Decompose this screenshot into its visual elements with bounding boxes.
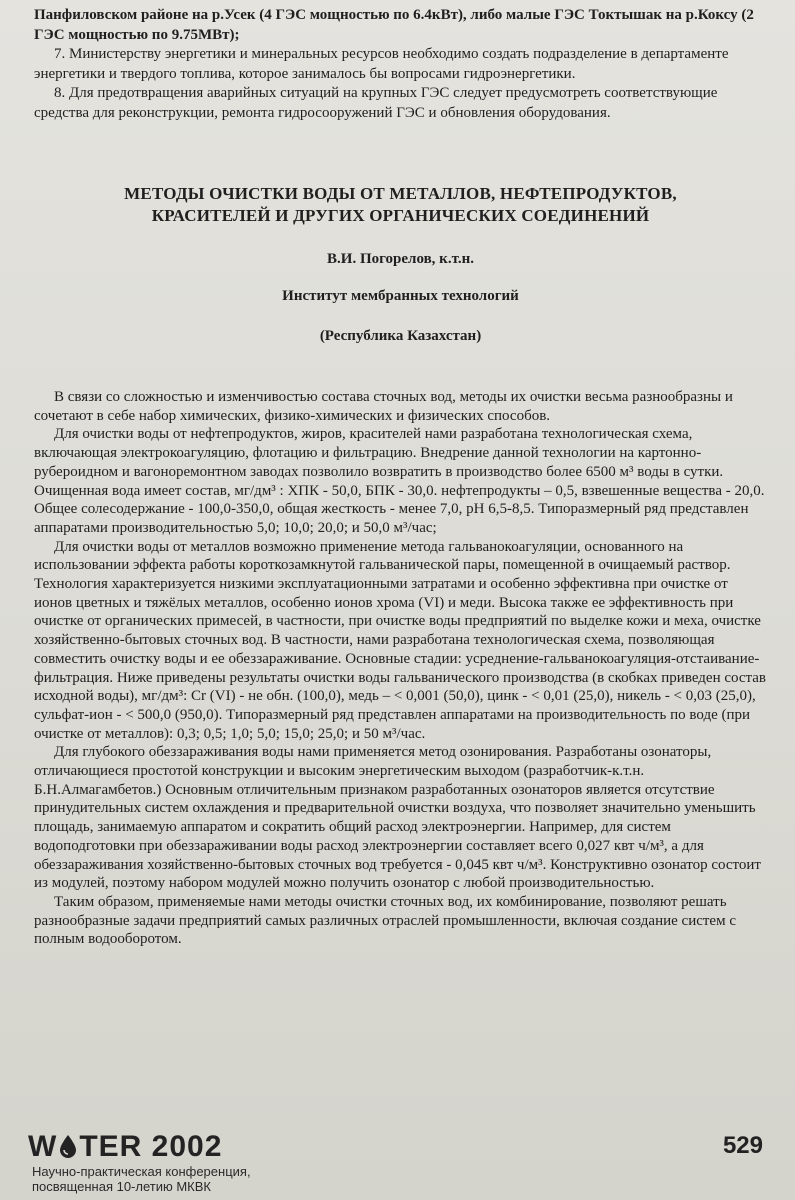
hydro-station-text: Панфиловском районе на р.Усек (4 ГЭС мощностью по 6.4кВт), либо малые ГЭС Токтышак на р.Коксу (2 ГЭС мощностью по 9.75МВт); bbox=[34, 7, 754, 43]
previous-article-end bbox=[34, 6, 767, 123]
conference-line-1: Научно-практическая конференция, bbox=[32, 1164, 251, 1179]
article-title bbox=[34, 183, 767, 227]
page-number: 529 bbox=[722, 1132, 763, 1159]
article-title-line-2: КРАСИТЕЛЕЙ И ДРУГИХ ОРГАНИЧЕСКИХ СОЕДИНЕНИЙ bbox=[151, 206, 650, 225]
water-2002-logo bbox=[28, 1130, 222, 1164]
article-country: (Республика Казахстан) bbox=[319, 328, 482, 344]
page-footer bbox=[28, 1130, 767, 1200]
conference-line-2: посвященная 10-летию МКВК bbox=[32, 1179, 211, 1194]
paragraph-conclusion: Таким образом, применяемые нами методы очистки сточных вод, их комбинирование, позволяют решать разнообразные задачи предприятий самых различных отраслей промышленности, включая создание систем с полным водооборотом. bbox=[34, 893, 736, 948]
paragraph-intro: В связи со сложностью и изменчивостью состава сточных вод, методы их очистки весьма разнообразны и сочетают в себе набор химических, физико-химических и физических способов. bbox=[34, 389, 733, 424]
water-drop-icon bbox=[57, 1132, 79, 1156]
article-body bbox=[34, 388, 767, 949]
logo-letter-w: W bbox=[28, 1130, 58, 1163]
article-institute: Институт мембранных технологий bbox=[282, 288, 519, 304]
article-title-line-1: МЕТОДЫ ОЧИСТКИ ВОДЫ ОТ МЕТАЛЛОВ, НЕФТЕПРОДУКТОВ, bbox=[124, 184, 677, 203]
conference-caption bbox=[32, 1164, 251, 1194]
logo-text: TER 2002 bbox=[79, 1130, 223, 1163]
paragraph-oil-products: Для очистки воды от нефтепродуктов, жиров, красителей нами разработана технологическая схема, включающая электрокоагуляцию, флотацию и фильтрацию. Внедрение данной технологии на картонно-рубероидном и вагоноремонтном заводах позволило возвратить в производство более 6500 м³ воды в сутки. Очищенная вода имеет состав, мг/дм³ : ХПК - 50,0, БПК - 30,0. нефтепродукты – 0,5, взвешенные вещества - 20,0. Общее солесодержание - 100,0-350,0, общая жесткость - менее 7,0, pH 6,5-8,5. Типоразмерный ряд представлен аппаратами производительностью 5,0; 10,0; 20,0; и 50,0 м³/час; bbox=[34, 426, 765, 536]
list-item-7: 7. Министерству энергетики и минеральных ресурсов необходимо создать подразделение в департаменте энергетики и твердого топлива, которое занималось бы вопросами гидроэнергетики. bbox=[34, 46, 729, 82]
article-author: В.И. Погорелов, к.т.н. bbox=[327, 251, 474, 267]
paragraph-metals: Для очистки воды от металлов возможно применение метода гальванокоагуляции, основанного на использовании эффекта работы короткозамкнутой гальванической пары, помещенной в очищаемый раствор. Технология характеризуется низкими эксплуатационными затратами и особенно эффективна при очистке от ионов цветных и тяжёлых металлов, особенно ионов хрома (VI) и меди. Высока также ее эффективность при очистке от органических примесей, в частности, при очистке воды предприятий по выделке кожи и меха, очистке хозяйственно-бытовых сточных вод. В частности, нами разработана технологическая схема, позволяющая совместить очистку воды и ее обеззараживание. Основные стадии: усреднение-гальванокоагуляция-отстаивание-фильтрация. Ниже приведены результаты очистки воды гальванического производства (в скобках приведен состав исходной воды), мг/дм³: Cr (VI) - не обн. (100,0), медь – < 0,001 (50,0), цинк - < 0,01 (25,0), никель - < 0,03 (25,0), сульфат-ион - < 500,0 (950,0). Типоразмерный ряд представлен аппаратами на производительность по воде (при очистке от металлов): 0,3; 0,5; 1,0; 5,0; 15,0; 25,0; и 50 м³/час. bbox=[34, 538, 767, 742]
paragraph-ozonation: Для глубокого обеззараживания воды нами применяется метод озонирования. Разработаны озонаторы, отличающиеся простотой конструкции и высоким энергетическим выходом (разработчик-к.т.н. Б.Н.Алмагамбетов.) Основным отличительным признаком разработанных озонаторов является отсутствие принудительных систем охлаждения и предварительной очистки воздуха, что позволяет значительно уменьшить площадь, занимаемую аппаратом и сократить общий расход электроэнергии. Например, для систем водоподготовки при обеззараживании воды расход электроэнергии составляет всего 0,027 квт ч/м³, а для обеззараживания хозяйственно-бытовых сточных вод требуется - 0,045 квт ч/м³. Конструктивно озонатор состоит из модулей, поэтому набором модулей можно получить озонатор с любой производительностью. bbox=[34, 744, 761, 892]
list-item-8: 8. Для предотвращения аварийных ситуаций на крупных ГЭС следует предусмотреть соответствующие средства для реконструкции, ремонта гидросооружений ГЭС и обновления оборудования. bbox=[34, 85, 718, 121]
